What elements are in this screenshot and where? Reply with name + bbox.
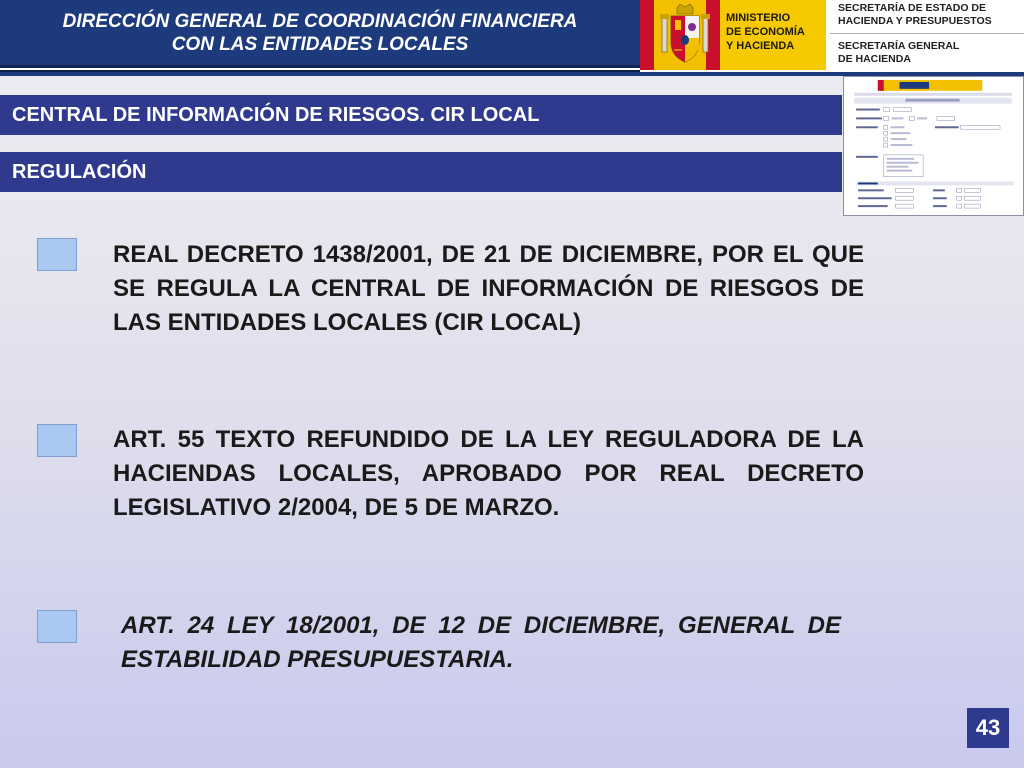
bullet-square-icon — [37, 424, 77, 457]
section-subtitle-bar: REGULACIÓN — [0, 152, 842, 192]
header-title-line1: DIRECCIÓN GENERAL DE COORDINACIÓN FINANCIERA — [62, 11, 578, 32]
secretariat-general — [838, 40, 959, 66]
sec2-line1: SECRETARÍA GENERAL — [838, 40, 960, 52]
flag-stripe-left — [640, 0, 654, 70]
spain-coat-of-arms-icon — [660, 4, 710, 66]
sec1-line1: SECRETARÍA DE ESTADO DE — [838, 2, 986, 14]
ministry-line2: DE ECONOMÍA — [726, 26, 805, 38]
secretariat-state — [838, 2, 992, 28]
form-screenshot-thumbnail — [843, 76, 1024, 216]
section-title-bar: CENTRAL DE INFORMACIÓN DE RIESGOS. CIR LOCAL — [0, 95, 842, 135]
sec2-line2: DE HACIENDA — [838, 53, 911, 65]
secretariat-divider — [830, 33, 1024, 34]
ministry-name — [720, 0, 826, 70]
regulation-item-2: ART. 55 TEXTO REFUNDIDO DE LA LEY REGULADORA DE LA HACIENDAS LOCALES, APROBADO POR REAL DECRETO LEGISLATIVO 2/2004, DE 5 DE MARZO. — [113, 426, 864, 521]
header-title-line2: CON LAS ENTIDADES LOCALES — [171, 34, 469, 55]
bullet-square-icon — [37, 610, 77, 643]
page-number: 43 — [967, 708, 1009, 748]
ministry-line1: MINISTERIO — [726, 12, 791, 24]
regulation-item-3: ART. 24 LEY 18/2001, DE 12 DE DICIEMBRE, GENERAL DE ESTABILIDAD PRESUPUESTARIA. — [121, 612, 841, 673]
bullet-square-icon — [37, 238, 77, 271]
regulation-item-1: REAL DECRETO 1438/2001, DE 21 DE DICIEMBRE, POR EL QUE SE REGULA LA CENTRAL DE INFORMACIÓN DE RIESGOS DE LAS ENTIDADES LOCALES (CIR LOCAL) — [113, 241, 864, 336]
header — [0, 0, 1024, 76]
sec1-line2: HACIENDA Y PRESUPUESTOS — [838, 15, 992, 27]
header-title — [0, 0, 640, 68]
secretariats — [826, 0, 1024, 70]
ministry-line3: Y HACIENDA — [726, 40, 795, 52]
